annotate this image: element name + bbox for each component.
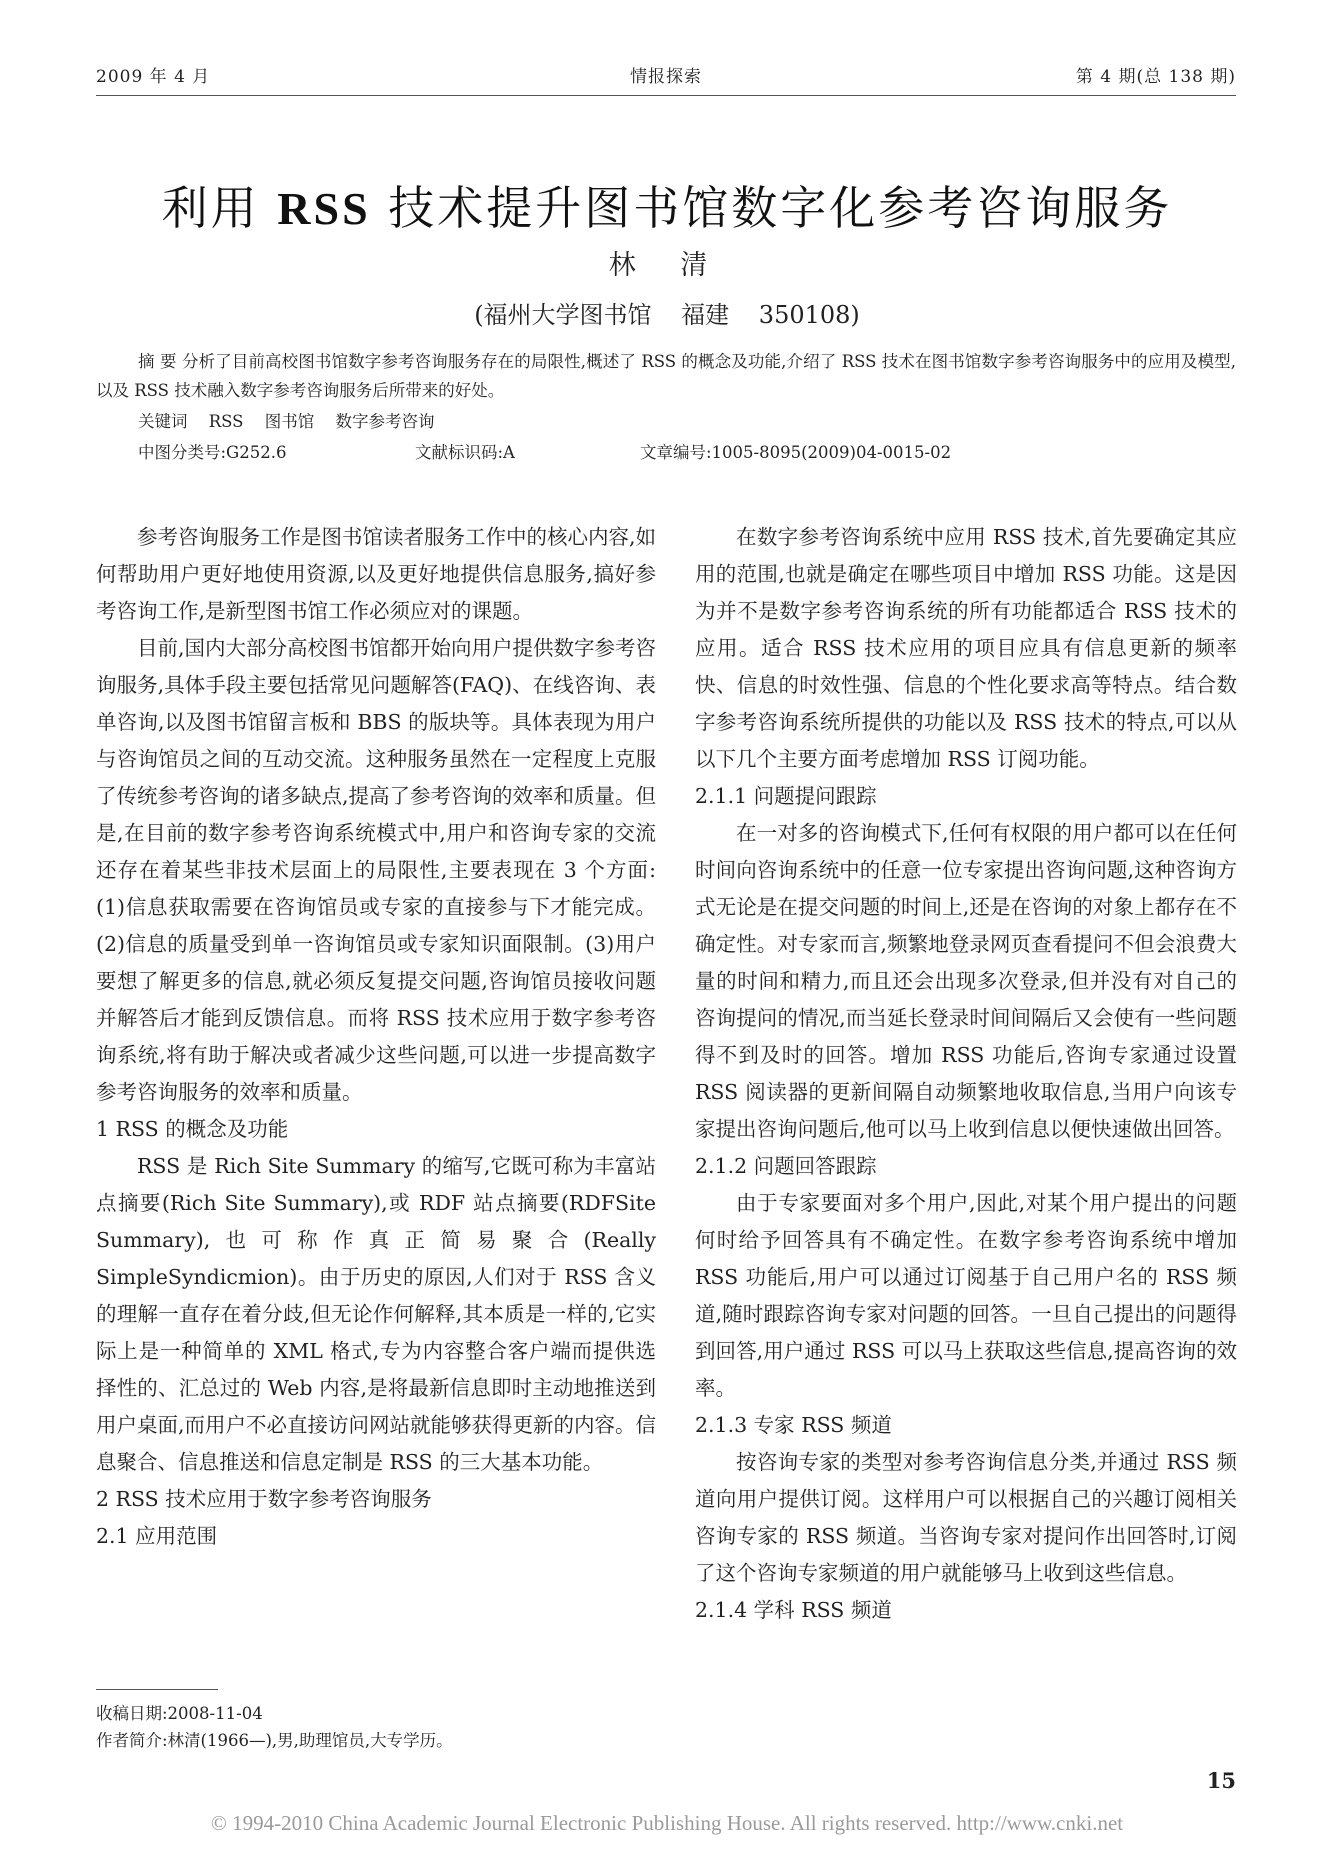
body-paragraph: 在数字参考咨询系统中应用 RSS 技术,首先要确定其应用的范围,也就是确定在哪些项目中增加 RSS 功能。这是因为并不是数字参考咨询系统的所有功能都适合 RSS 技术的应用。适合 RSS 技术应用的项目应具有信息更新的频率快、信息的时效性强、信息的个性化要求高等特点。结合数字参考咨询系统所提供的功能以及 RSS 技术的特点,可以从以下几个主要方面考虑增加 RSS 订阅功能。 [695, 525, 1237, 771]
document-code: 文献标识码:A [415, 443, 515, 462]
affiliation: (福州大学图书馆 福建 350108) [474, 301, 860, 329]
header-rule [96, 95, 1236, 96]
section-heading: 2.1.1 问题提问跟踪 [695, 784, 877, 808]
section-heading: 1 RSS 的概念及功能 [96, 1117, 289, 1141]
footnote-received: 收稿日期:2008-11-04 [96, 1704, 263, 1723]
body-left-column [96, 519, 656, 1555]
author: 林 清 [608, 250, 726, 281]
abstract: 摘 要 分析了目前高校图书馆数字参考咨询服务存在的局限性,概述了 RSS 的概念及功能,介绍了 RSS 技术在图书馆数字参考咨询服务中的应用及模型,以及 RSS 技术融入数字参考咨询服务后所带来的好处。 [96, 352, 1236, 400]
footnote-author-bio: 作者简介:林清(1966—),男,助理馆员,大专学历。 [96, 1731, 453, 1750]
body-paragraph: 目前,国内大部分高校图书馆都开始向用户提供数字参考咨询服务,具体手段主要包括常见问题解答(FAQ)、在线咨询、表单咨询,以及图书馆留言板和 BBS 的版块等。具体表现为用户与咨询馆员之间的互动交流。这种服务虽然在一定程度上克服了传统参考咨询的诸多缺点,提高了参考咨询的效率和质量。但是,在目前的数字参考咨询系统模式中,用户和咨询专家的交流还存在着某些非技术层面上的局限性,主要表现在 3 个方面:(1)信息获取需要在咨询馆员或专家的直接参与下才能完成。(2)信息的质量受到单一咨询馆员或专家知识面限制。(3)用户要想了解更多的信息,就必须反复提交问题,咨询馆员接收问题并解答后才能到反馈信息。而将 RSS 技术应用于数字参考咨询系统,将有助于解决或者减少这些问题,可以进一步提高数字参考咨询服务的效率和质量。 [96, 636, 657, 1104]
article-title: 利用 RSS 技术提升图书馆数字化参考咨询服务 [161, 181, 1173, 235]
body-paragraph: 按咨询专家的类型对参考咨询信息分类,并通过 RSS 频道向用户提供订阅。这样用户可以根据自己的兴趣订阅相关咨询专家的 RSS 频道。当咨询专家对提问作出回答时,订阅了这个咨询专家频道的用户就能够马上收到这些信息。 [695, 1450, 1237, 1585]
article-number: 文章编号:1005-8095(2009)04-0015-02 [640, 443, 952, 462]
section-heading: 2.1 应用范围 [96, 1524, 218, 1548]
section-heading: 2.1.4 学科 RSS 频道 [695, 1598, 892, 1622]
keywords: 关键词 RSS 图书馆 数字参考咨询 [138, 412, 435, 431]
body-paragraph: 参考咨询服务工作是图书馆读者服务工作中的核心内容,如何帮助用户更好地使用资源,以及更好地提供信息服务,搞好参考咨询工作,是新型图书馆工作必须应对的课题。 [96, 525, 657, 623]
body-right-column [695, 519, 1237, 1629]
section-heading: 2.1.3 专家 RSS 频道 [695, 1413, 892, 1437]
body-paragraph: 在一对多的咨询模式下,任何有权限的用户都可以在任何时间向咨询系统中的任意一位专家提出咨询问题,这种咨询方式无论是在提交问题的时间上,还是在咨询的对象上都存在不确定性。对专家而言,频繁地登录网页查看提问不但会浪费大量的时间和精力,而且还会出现多次登录,但并没有对自己的咨询提问的情况,而当延长登录时间间隔后又会使有一些问题得不到及时的回答。增加 RSS 功能后,咨询专家通过设置 RSS 阅读器的更新间隔自动频繁地收取信息,当用户向该专家提出咨询问题后,他可以马上收到信息以便快速做出回答。 [695, 821, 1237, 1141]
header-journal: 情报探索 [630, 67, 702, 87]
copyright-watermark: © 1994-2010 China Academic Journal Electronic Publishing House. All rights reserved. http://www.cnki.net [210, 1811, 1124, 1835]
header-issue: 第 4 期(总 138 期) [1075, 67, 1236, 87]
footnote-rule [96, 1689, 218, 1690]
section-heading: 2.1.2 问题回答跟踪 [695, 1154, 877, 1178]
section-heading: 2 RSS 技术应用于数字参考咨询服务 [96, 1487, 432, 1511]
page-number: 15 [1206, 1768, 1236, 1793]
body-paragraph: RSS 是 Rich Site Summary 的缩写,它既可称为丰富站点摘要(Rich Site Summary),或 RDF 站点摘要(RDFSite Summary),也可称作真正简易聚合(Really SimpleSyndicmion)。由于历史的原因,人们对于 RSS 含义的理解一直存在着分歧,但无论作何解释,其本质是一样的,它实际上是一种简单的 XML 格式,专为内容整合客户端而提供选择性的、汇总过的 Web 内容,是将最新信息即时主动地推送到用户桌面,而用户不必直接访问网站就能够获得更新的内容。信息聚合、信息推送和信息定制是 RSS 的三大基本功能。 [96, 1154, 657, 1474]
body-paragraph: 由于专家要面对多个用户,因此,对某个用户提出的问题何时给予回答具有不确定性。在数字参考咨询系统中增加 RSS 功能后,用户可以通过订阅基于自己用户名的 RSS 频道,随时跟踪咨询专家对问题的回答。一旦自己提出的问题得到回答,用户通过 RSS 可以马上获取这些信息,提高咨询的效率。 [695, 1191, 1237, 1400]
clc-number: 中图分类号:G252.6 [138, 443, 287, 462]
header-date: 2009 年 4 月 [96, 67, 211, 87]
